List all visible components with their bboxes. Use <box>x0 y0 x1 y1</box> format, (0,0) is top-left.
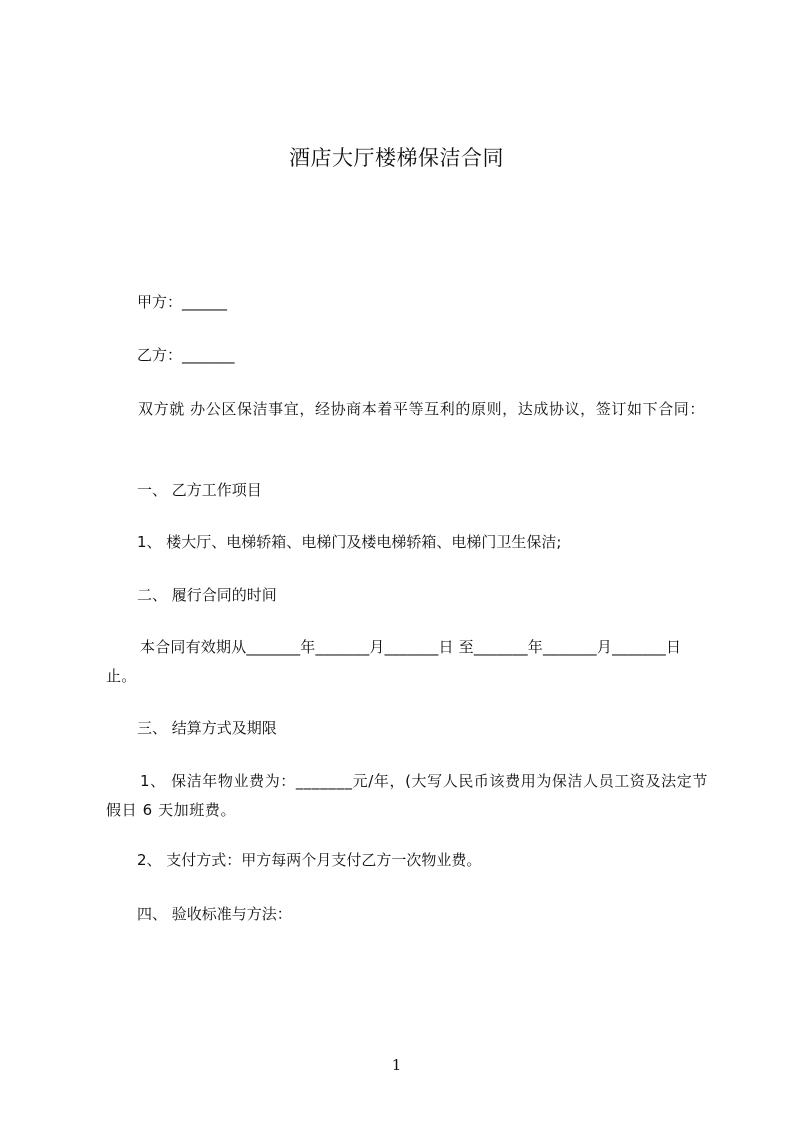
page-number: 1 <box>391 1056 402 1074</box>
section-1-heading: 一、 乙方工作项目 <box>137 481 262 499</box>
section-3-item-1: 1、 保洁年物业费为：_______元/年，(大写人民币该费用为保洁人员工资及法定节假日 6 天加班费。 <box>106 772 708 819</box>
party-a-line: 甲方：______ <box>137 293 228 311</box>
section-3-heading: 三、 结算方式及期限 <box>137 719 277 737</box>
section-2-body: 本合同有效期从_______年_______月_______日 至_______年_______月_______日 止。 <box>106 638 682 685</box>
party-b-line: 乙方：_______ <box>137 346 235 364</box>
intro-paragraph: 双方就 办公区保洁事宜，经协商本着平等互利的原则，达成协议，签订如下合同： <box>138 400 705 418</box>
section-3-item-2: 2、 支付方式：甲方每两个月支付乙方一次物业费。 <box>137 851 482 869</box>
document-title: 酒店大厅楼梯保洁合同 <box>289 146 504 170</box>
section-1-item-1: 1、 楼大厅、电梯轿箱、电梯门及楼电梯轿箱、电梯门卫生保洁; <box>137 533 562 551</box>
section-2-heading: 二、 履行合同的时间 <box>137 586 277 604</box>
section-4-heading: 四、 验收标准与方法： <box>137 905 292 923</box>
